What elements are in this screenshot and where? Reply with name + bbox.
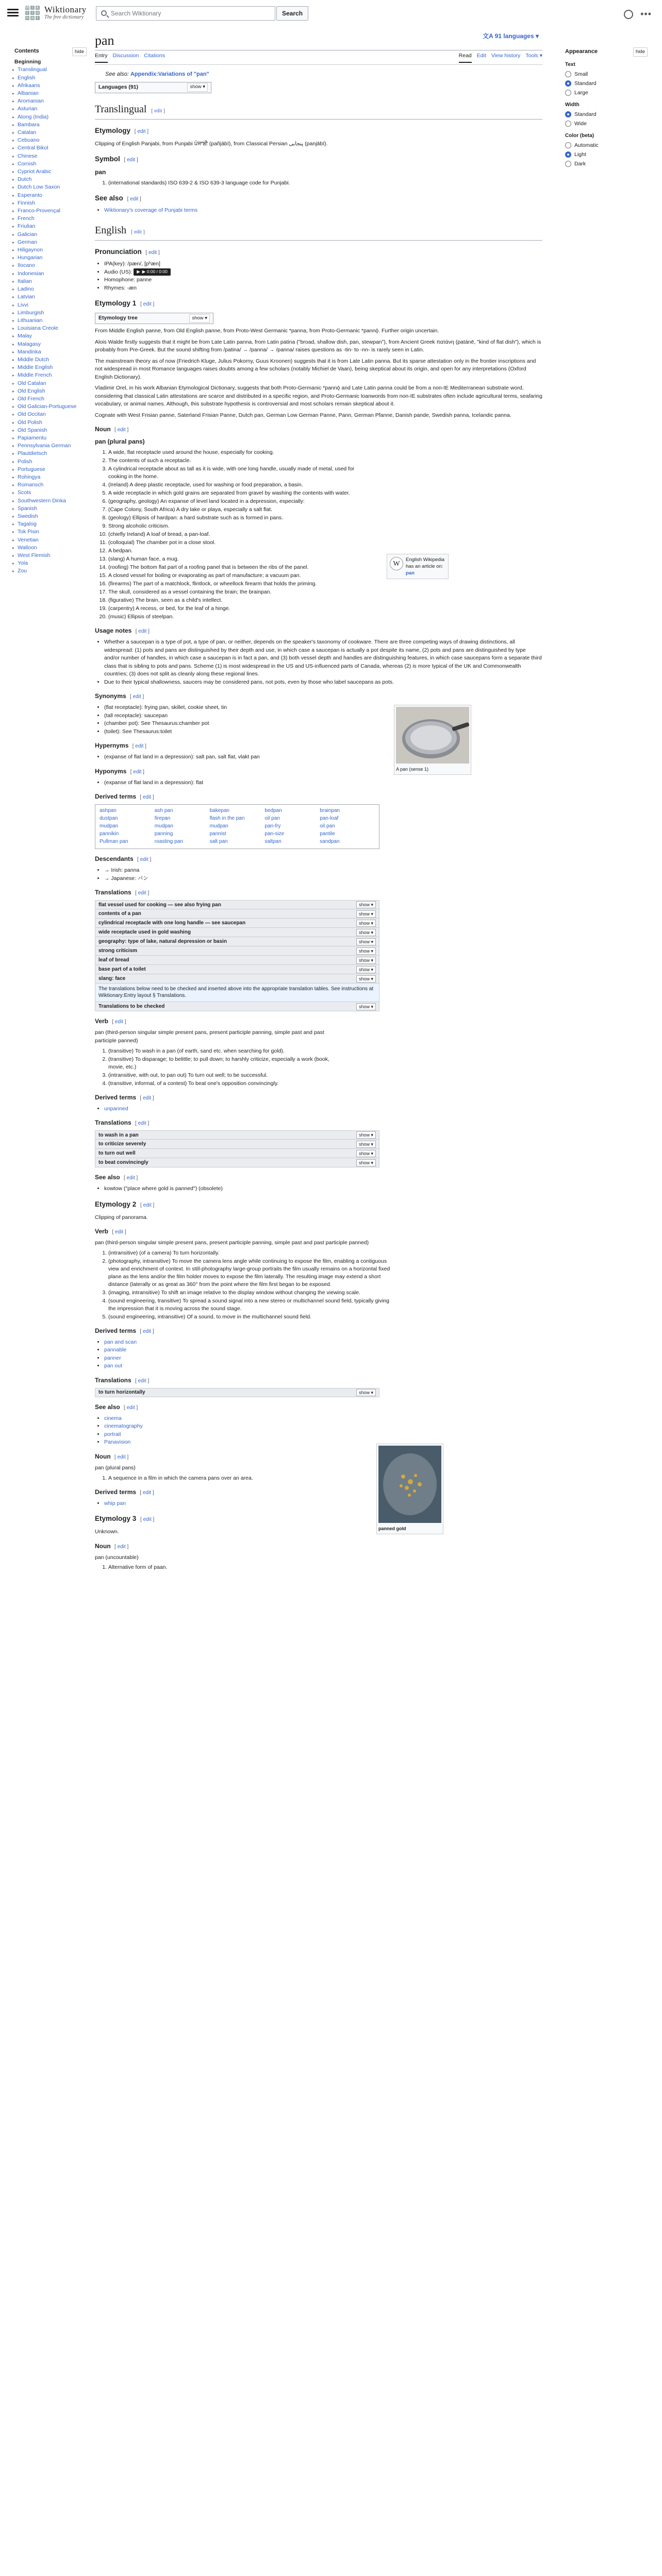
heading-translations: Translations [ edit ] bbox=[95, 889, 150, 896]
definition: 1. (international standards) ISO 639-2 & ISO 639-3 language code for Punjabi. bbox=[108, 179, 542, 187]
derived-term[interactable]: oil pan bbox=[320, 823, 335, 829]
headword: pan (third-person singular simple present pans, present participle panning, simple past and past participle panned) bbox=[95, 1240, 369, 1246]
translations-note: The translations below need to be checked and inserted above into the appropriate translation tables. See instructions at Wiktionary:Entry layout § Translations. bbox=[95, 984, 379, 1002]
definition: 2. The contents of such a receptacle. bbox=[108, 457, 356, 465]
hypernym: • (expanse of flat land in a depression): salt pan, salt flat, vlakt pan bbox=[104, 753, 542, 761]
etymology-text: Unknown. bbox=[95, 1529, 119, 1535]
section-translingual: Translingual [ edit ] bbox=[95, 103, 542, 120]
toc-item[interactable]: ▸ Old Catalan bbox=[14, 380, 87, 387]
toc-item[interactable]: ▸ Rohingya bbox=[14, 473, 87, 481]
site-logo[interactable] bbox=[24, 4, 87, 22]
tab-tools[interactable]: Tools ▾ bbox=[525, 53, 542, 59]
main-content bbox=[95, 30, 542, 1572]
headword: pan bbox=[95, 168, 106, 176]
heading-descendants: Descendants [ edit ] bbox=[95, 855, 152, 862]
definition: 2. (transitive) To disparage; to belittle; to pull down; to harshly criticize, especially a work (book, movie, etc.) bbox=[108, 1056, 345, 1071]
heading-etymology-2: Etymology 2 [ edit ] bbox=[95, 1200, 155, 1208]
heading-etymology-1: Etymology 1 [ edit ] bbox=[95, 299, 155, 308]
edit-link[interactable]: edit bbox=[130, 196, 139, 202]
toc-item[interactable]: ▸ Malagasy bbox=[14, 341, 87, 348]
derived-term[interactable]: bakepan bbox=[209, 808, 229, 814]
heading-pronunciation: Pronunciation [ edit ] bbox=[95, 248, 160, 256]
edit-link[interactable]: edit bbox=[117, 427, 126, 433]
edit-link[interactable]: edit bbox=[143, 1517, 152, 1522]
edit-link[interactable]: edit bbox=[134, 229, 142, 235]
definition: 14. (roofing) The bottom flat part of a roofing panel that is between the ribs of the panel. bbox=[108, 564, 356, 571]
toc-beginning[interactable]: Beginning bbox=[14, 59, 41, 65]
see-also-hatnote: See also: Appendix:Variations of "pan" bbox=[105, 71, 209, 77]
toc-item[interactable]: ▸ Dutch Low Saxon bbox=[14, 183, 87, 191]
gold-image-box bbox=[376, 1444, 443, 1534]
derived-term[interactable]: sandpan bbox=[320, 839, 340, 844]
derived-term[interactable]: salt pan bbox=[209, 839, 228, 844]
more-icon[interactable]: ••• bbox=[640, 9, 652, 19]
appearance-panel bbox=[565, 47, 648, 168]
text-size-option[interactable]: Small bbox=[565, 70, 648, 78]
headword: pan (plural pans) bbox=[95, 438, 145, 446]
edit-link[interactable]: edit bbox=[140, 857, 148, 862]
wikipedia-link[interactable]: pan bbox=[406, 570, 415, 576]
translation-table[interactable]: flat vessel used for cooking — see also frying pan show ▾ bbox=[95, 900, 379, 909]
toc-item[interactable]: ▸ Swedish bbox=[14, 513, 87, 520]
translation-table[interactable]: strong criticism show ▾ bbox=[95, 946, 379, 956]
pan-photo[interactable] bbox=[396, 707, 469, 764]
pron-ipa: • IPA(key): /pæn/, [pʰæn] bbox=[104, 260, 383, 268]
page-title: pan bbox=[95, 33, 114, 48]
toc-item[interactable]: ▸ Middle French bbox=[14, 371, 87, 379]
definition: 7. (Cape Colony, South Africa) A dry lake or playa, especially a salt flat. bbox=[108, 506, 356, 514]
toc-item[interactable]: ▸ Old Spanish bbox=[14, 427, 87, 434]
see-also-item[interactable]: cinema bbox=[104, 1415, 122, 1421]
language-button[interactable]: 文A 91 languages ▾ bbox=[483, 32, 539, 40]
usage-note: • Whether a saucepan is a type of pot, a type of pan, or neither, depends on the speaker's taxonomy of cookware. There are three competing ways of drawing distinctions, all widespread: (1) pots and pans are distinguished by their depth and use, in which case a saucepan is actually a pot despite its name, (2) pots and pans are distinguished by type and/or number of handles, in which case a saucepan is in fact a pan, and (3) both vessel depth and handles are distinguishing features, in which case saucepans form a separate third class that is sibling to pots and pans. Scheme (1) is most widespread in the US and US-influenced parts of Canada, whereas (2) is more typical of the UK and Commonwealth countries; (3) does not split as cleanly along these regional lines. bbox=[104, 638, 542, 679]
usage-note: • Due to their typical shallowness, saucers may be considered pans, not pots, even by those who label saucepans as pots. bbox=[104, 679, 542, 687]
text-size-label: Text bbox=[565, 62, 575, 67]
derived-term[interactable]: unpanned bbox=[104, 1105, 128, 1112]
toc-item[interactable]: ▸ Finnish bbox=[14, 199, 87, 207]
toc-item[interactable]: ▸ Old Galician-Portuguese bbox=[14, 403, 87, 411]
edit-link[interactable]: edit bbox=[114, 1019, 124, 1025]
derived-term[interactable]: pannikin bbox=[100, 831, 119, 837]
toc-item[interactable]: ▸ Hiligaynon bbox=[14, 246, 87, 254]
heading-derived-terms: Derived terms [ edit ] bbox=[95, 1093, 154, 1101]
etymology-paragraph: Vladimir Orel, in his work Albanian Etymological Dictionary, suggests that both Proto-Germanic *pannǭ and Late Latin panna could be from a non-IE Mediterranean substrate word, considering that classical Latin attestations are scarce and distributed in a specific region, and Proto-Germanic loanwords from non-IE substrates often include agricultural terms, seafaring vocabulary, or animal names. Although, this substrate hypothesis is controversial and most scholars remain skeptical about it. bbox=[95, 385, 542, 408]
toc-item[interactable]: ▸ Middle English bbox=[14, 364, 87, 371]
synonym: • (toilet): See Thesaurus:toilet bbox=[104, 728, 542, 736]
toc-sidebar bbox=[14, 47, 87, 575]
toc-item[interactable]: ▸ Walloon bbox=[14, 544, 87, 552]
etymology-tree-show[interactable]: show ▾ bbox=[189, 314, 210, 323]
derived-term[interactable]: pantile bbox=[320, 831, 335, 837]
heading-verb: Verb [ edit ] bbox=[95, 1228, 126, 1235]
width-option[interactable]: Wide bbox=[565, 120, 648, 128]
definition: 5. A wide receptacle in which gold grains are separated from gravel by washing the contents with water. bbox=[108, 489, 356, 497]
heading-verb: Verb [ edit ] bbox=[95, 1018, 126, 1025]
toc-item[interactable]: ▸ Romansch bbox=[14, 481, 87, 489]
color-option[interactable]: Automatic bbox=[565, 141, 648, 149]
search-input[interactable]: Search Wiktionary bbox=[96, 6, 275, 21]
toc-item[interactable]: ▸ Italian bbox=[14, 278, 87, 285]
tab-entry[interactable]: Entry bbox=[95, 52, 108, 63]
hyponym: • (expanse of flat land in a depression): flat bbox=[104, 779, 542, 787]
heading-translations: Translations [ edit ] bbox=[95, 1119, 150, 1126]
edit-link[interactable]: edit bbox=[117, 1544, 126, 1550]
translation-table[interactable]: wide receptacle used in gold washing show ▾ bbox=[95, 928, 379, 937]
synonym: • (chamber pot): See Thesaurus:chamber pot bbox=[104, 720, 542, 728]
translation-table[interactable]: Translations to be checked show ▾ bbox=[95, 1002, 379, 1011]
toc-item[interactable]: ▸ Mandinka bbox=[14, 348, 87, 356]
translation-table[interactable]: base part of a toilet show ▾ bbox=[95, 965, 379, 974]
edit-link[interactable]: edit bbox=[143, 1202, 152, 1208]
definition: 2. (photography, intransitive) To move the camera lens angle while continuing to expose the film, enabling a contiguous view and enrichment of context. In still-photography large-group portraits the film usually remains on a horizontal fixed plane as the lens and/or the film holder moves to expose the film laterally. The resulting image may extend a short distance (laterally or as great as 360° from the point where the film first began to be exposed. bbox=[108, 1258, 397, 1289]
derived-term[interactable]: bedpan bbox=[264, 808, 282, 814]
edit-link[interactable]: edit bbox=[127, 157, 136, 163]
radio-icon[interactable] bbox=[565, 151, 571, 158]
derived-term[interactable]: pan and scan bbox=[104, 1338, 137, 1345]
edit-link[interactable]: edit bbox=[142, 1489, 152, 1496]
tab-citations[interactable]: Citations bbox=[144, 53, 166, 59]
heading-hypernyms: Hypernyms [ edit ] bbox=[95, 742, 146, 749]
toc-item[interactable]: ▸ Atong (India) bbox=[14, 113, 87, 121]
edit-link[interactable]: edit bbox=[126, 1404, 135, 1411]
edit-link[interactable]: edit bbox=[148, 250, 157, 256]
definition: 12. A bedpan. bbox=[108, 547, 356, 555]
derived-term[interactable]: roasting pan bbox=[154, 839, 183, 844]
translation-table[interactable]: slang: face show ▾ bbox=[95, 974, 379, 984]
see-also-item[interactable]: Wiktionary's coverage of Punjabi terms bbox=[104, 207, 198, 213]
derived-term[interactable]: mudpan bbox=[154, 823, 173, 829]
toc-item[interactable]: ▸ Tagalog bbox=[14, 520, 87, 528]
toc-item[interactable]: ▸ Latvian bbox=[14, 293, 87, 301]
etymology-text: Clipping of English Panjabi, from Punjabi ਪੰਜਾਬੀ (pañjābī), from Classical Persian پنجابی (panjābī). bbox=[95, 140, 328, 147]
derived-term[interactable]: pannist bbox=[209, 831, 226, 837]
languages-box: Languages (91) show ▾ bbox=[95, 82, 211, 93]
edit-link[interactable]: edit bbox=[135, 743, 144, 749]
site-name: Wiktionary bbox=[44, 5, 87, 14]
toc-item[interactable]: ▸ Zou bbox=[14, 567, 87, 575]
definition: 1. A wide, flat receptacle used around the house, especially for cooking. bbox=[108, 449, 356, 456]
toc-item[interactable]: ▸ French bbox=[14, 215, 87, 223]
color-option[interactable]: Dark bbox=[565, 160, 648, 168]
languages-show-button[interactable]: show ▾ bbox=[187, 83, 208, 91]
heading-usage-notes: Usage notes [ edit ] bbox=[95, 627, 150, 634]
radio-icon[interactable] bbox=[565, 161, 571, 167]
toc-item[interactable]: ▸ Lithuanian bbox=[14, 317, 87, 325]
etymology-paragraph: From Middle English panne, from Old English panne, from Proto-West Germanic *panna, from Proto-Germanic *pannǭ. Further origin uncertain. bbox=[95, 328, 439, 334]
color-label: Color (beta) bbox=[565, 133, 594, 139]
toc-item[interactable]: ▸ German bbox=[14, 239, 87, 246]
heading-see-also: See also [ edit ] bbox=[95, 1403, 138, 1411]
pan-image-caption: A pan (sense 1) bbox=[396, 766, 429, 772]
heading-hyponyms: Hyponyms [ edit ] bbox=[95, 767, 144, 775]
definition: 15. A closed vessel for boiling or evaporating as part of manufacture; a vacuum pan. bbox=[108, 572, 356, 580]
appearance-title: Appearance bbox=[565, 48, 598, 55]
etymology-tree-box: Etymology tree show ▾ bbox=[95, 313, 213, 324]
toc-item[interactable]: ▸ Venetian bbox=[14, 536, 87, 544]
edit-link[interactable]: edit bbox=[133, 694, 141, 700]
see-also-item[interactable]: Panavision bbox=[104, 1439, 131, 1446]
toc-item[interactable]: ▸ Tok Pisin bbox=[14, 528, 87, 536]
derived-term[interactable]: whip pan bbox=[104, 1500, 126, 1506]
derived-term[interactable]: ashpan bbox=[100, 808, 117, 814]
edit-link[interactable]: edit bbox=[138, 890, 146, 896]
toc-item[interactable]: ▸ Polish bbox=[14, 458, 87, 466]
derived-term[interactable]: brainpan bbox=[320, 808, 340, 814]
derived-term[interactable]: dustpan bbox=[100, 816, 118, 821]
toc-item[interactable]: ▸ Cornish bbox=[14, 160, 87, 168]
toc-item[interactable]: ▸ Louisiana Creole bbox=[14, 325, 87, 332]
definition: 5. (sound engineering, intransitive) Of a sound, to move in the multichannel sound field. bbox=[108, 1313, 397, 1321]
definition: 4. (Ireland) A deep plastic receptacle, used for washing or food preparation, a basin. bbox=[108, 481, 356, 489]
toc-item[interactable]: ▸ Malay bbox=[14, 332, 87, 340]
toc-item[interactable]: ▸ Central Bikol bbox=[14, 144, 87, 152]
radio-icon[interactable] bbox=[565, 90, 571, 96]
heading-derived-terms: Derived terms [ edit ] bbox=[95, 1327, 154, 1334]
site-tagline: The free dictionary bbox=[44, 14, 84, 20]
toc-item[interactable]: ▸ Old French bbox=[14, 395, 87, 403]
edit-link[interactable]: edit bbox=[138, 1121, 146, 1126]
width-label: Width bbox=[565, 102, 580, 108]
toc-item[interactable]: ▸ Esperanto bbox=[14, 192, 87, 199]
heading-synonyms: Synonyms [ edit ] bbox=[95, 692, 144, 700]
pron-rhymes: • Rhymes: -æn bbox=[104, 284, 383, 293]
edit-link[interactable]: edit bbox=[138, 629, 147, 634]
descendant: • → Japanese: パン bbox=[104, 875, 542, 883]
heading-translations: Translations [ edit ] bbox=[95, 1376, 150, 1384]
heading-symbol: Symbol [ edit ] bbox=[95, 155, 138, 163]
toc-item[interactable]: ▸ Afrikaans bbox=[14, 82, 87, 90]
toc-item[interactable]: ▸ Papiamentu bbox=[14, 434, 87, 442]
toc-item[interactable]: ▸ Friulian bbox=[14, 223, 87, 230]
translation-table[interactable]: leaf of bread show ▾ bbox=[95, 956, 379, 965]
toc-item[interactable]: ▸ Plautdietsch bbox=[14, 450, 87, 457]
toc-item[interactable]: ▸ West Flemish bbox=[14, 552, 87, 560]
toc-item[interactable]: ▸ Ladino bbox=[14, 285, 87, 293]
radio-icon[interactable] bbox=[565, 121, 571, 127]
section-english: English [ edit ] bbox=[95, 224, 542, 241]
derived-term[interactable]: pan-size bbox=[264, 831, 285, 837]
derived-term[interactable]: pannable bbox=[104, 1347, 127, 1353]
gold-photo[interactable] bbox=[378, 1446, 441, 1523]
derived-term[interactable]: mudpan bbox=[209, 823, 228, 829]
heading-derived-terms: Derived terms [ edit ] bbox=[95, 1488, 154, 1496]
radio-icon[interactable] bbox=[565, 71, 571, 77]
text-size-option[interactable]: Large bbox=[565, 89, 648, 97]
toc-item[interactable]: ▸ Galician bbox=[14, 231, 87, 239]
toc-item[interactable]: ▸ Limburgish bbox=[14, 309, 87, 317]
derived-term[interactable]: panner bbox=[104, 1354, 121, 1361]
radio-icon[interactable] bbox=[565, 142, 571, 148]
derived-term[interactable]: oil pan bbox=[264, 816, 280, 821]
translation-table[interactable]: to turn out well show ▾ bbox=[95, 1149, 379, 1158]
wikipedia-box: W English Wikipedia has an article on: pan bbox=[387, 554, 449, 579]
gold-image-caption: panned gold bbox=[378, 1526, 406, 1531]
tab-read[interactable]: Read bbox=[459, 52, 472, 63]
width-option[interactable]: Standard bbox=[565, 110, 648, 118]
derived-term[interactable]: panning bbox=[154, 831, 173, 837]
definition: 4. (transitive, informal, of a contest) To beat one's opposition convincingly. bbox=[108, 1080, 345, 1088]
toc-item[interactable]: ▸ Cebuano bbox=[14, 137, 87, 144]
definition: 6. (geography, geology) An expanse of level land located in a depression, especially: bbox=[108, 498, 356, 505]
translation-table[interactable]: to beat convincingly show ▾ bbox=[95, 1158, 379, 1167]
pron-audio: • Audio (US): ▶ ▶ 0:00 / 0:00 bbox=[104, 268, 383, 277]
toc-item[interactable]: ▸ Dutch bbox=[14, 176, 87, 183]
headword: pan (plural pans) bbox=[95, 1464, 136, 1471]
definition: 16. (firearms) The part of a matchlock, flintlock, or wheellock firearm that holds the priming. bbox=[108, 580, 356, 588]
descendant: • → Irish: panna bbox=[104, 867, 542, 875]
translation-table[interactable]: contents of a pan show ▾ bbox=[95, 909, 379, 919]
toc-item[interactable]: ▸ Pennsylvania German bbox=[14, 442, 87, 450]
translation-table[interactable]: geography: type of lake, natural depression or basin show ▾ bbox=[95, 937, 379, 946]
edit-link[interactable]: edit bbox=[142, 794, 152, 800]
definition: 3. (intransitive, with out, to pan out) To turn out well; to be successful. bbox=[108, 1072, 345, 1079]
toc-item[interactable]: ▸ Catalan bbox=[14, 129, 87, 137]
toc-item[interactable]: ▸ Spanish bbox=[14, 505, 87, 513]
headword: pan (third-person singular simple present pans, present participle panning, simple past and past participle panned) bbox=[95, 1029, 324, 1044]
toc-item[interactable]: ▸ Old English bbox=[14, 387, 87, 395]
toc-title: Contents bbox=[14, 48, 39, 54]
pron-homophone: • Homophone: panne bbox=[104, 276, 383, 284]
wiktionary-logo-icon: W i k t i o n a r bbox=[25, 5, 39, 20]
derived-term[interactable]: mudpan bbox=[100, 823, 119, 829]
toc-item[interactable]: ▸ Ilocano bbox=[14, 262, 87, 269]
audio-player[interactable]: ▶ ▶ 0:00 / 0:00 bbox=[134, 268, 171, 276]
definition: 1. A sequence in a film in which the camera pans over an area. bbox=[108, 1475, 542, 1482]
definition: 4. (sound engineering, transitive) To spread a sound signal into a new stereo or multichannel sound field, typically giving the impression that it is moving across the sound stage. bbox=[108, 1297, 397, 1313]
toc-item[interactable]: ▸ Yola bbox=[14, 560, 87, 567]
toc-item[interactable]: ▸ English bbox=[14, 74, 87, 82]
definition: 9. Strong alcoholic criticism. bbox=[108, 522, 356, 530]
derived-term[interactable]: saltpan bbox=[264, 839, 282, 844]
translation-table[interactable]: cylindrical receptacle with one long handle — see saucepan show ▾ bbox=[95, 919, 379, 928]
definition: 13. (slang) A human face, a mug. bbox=[108, 555, 356, 563]
toc-item[interactable]: ▸ Old Polish bbox=[14, 419, 87, 427]
edit-link[interactable]: edit bbox=[117, 1454, 126, 1460]
toc-item[interactable]: ▸ Southwestern Dinka bbox=[14, 497, 87, 505]
toc-item[interactable]: ▸ Indonesian bbox=[14, 270, 87, 278]
definition: 11. (colloquial) The chamber pot in a close stool. bbox=[108, 539, 356, 547]
derived-term[interactable]: pan-loaf bbox=[320, 816, 339, 821]
menu-icon[interactable] bbox=[7, 7, 19, 19]
toc-item[interactable]: ▸ Bambara bbox=[14, 121, 87, 129]
toc-item[interactable]: ▸ Cypriot Arabic bbox=[14, 168, 87, 176]
heading-see-also: See also [ edit ] bbox=[95, 194, 141, 202]
header bbox=[0, 0, 662, 27]
synonym: • (flat receptacle): frying pan, skillet, cookie sheet, tin bbox=[104, 704, 542, 712]
synonym: • (tall receptacle): saucepan bbox=[104, 712, 542, 720]
edit-link[interactable]: edit bbox=[133, 769, 142, 775]
appearance-hide-button[interactable]: hide bbox=[633, 47, 648, 57]
headword: pan (uncountable) bbox=[95, 1554, 139, 1561]
translation-table[interactable]: to turn horizontally show ▾ bbox=[95, 1388, 379, 1397]
derived-term[interactable]: ash pan bbox=[154, 808, 173, 814]
play-icon: ▶ bbox=[137, 269, 140, 275]
see-also-item[interactable]: portrait bbox=[104, 1431, 121, 1437]
etymology-paragraph: Cognate with West Frisian panne, Saterland Frisian Panne, Dutch pan, German Low German Panne, Pann, German Pfanne, Danish pande, Swedish panna, Icelandic panna. bbox=[95, 412, 511, 418]
etymology-paragraph: The mainstream theory as of now (Friedrich Kluge, Julius Pokorny, Guus Kroonen) suggests that it is from Late Latin panna. But its sparse attestation only in the frontier inscriptions and not widespread in most Romance languages raises doubts among a few scholars (notably Michiel de Vaan), being skeptical about its origin, and open for any interpretations (Oxford English Dictionary). bbox=[95, 358, 536, 380]
tab-discussion[interactable]: Discussion bbox=[112, 53, 139, 59]
wikipedia-logo-icon: W bbox=[390, 557, 403, 570]
edit-link[interactable]: edit bbox=[142, 1328, 152, 1334]
search-icon bbox=[101, 10, 107, 16]
etymology-text: Clipping of panorama. bbox=[95, 1214, 148, 1221]
edit-link[interactable]: edit bbox=[137, 128, 146, 134]
heading-derived-terms: Derived terms [ edit ] bbox=[95, 793, 154, 800]
toc-item[interactable]: ▸ Livvi bbox=[14, 301, 87, 309]
see-also-item[interactable]: cinematography bbox=[104, 1423, 143, 1430]
heading-etymology-3: Etymology 3 [ edit ] bbox=[95, 1515, 155, 1522]
radio-icon[interactable] bbox=[565, 80, 571, 87]
text-size-option[interactable]: Standard bbox=[565, 79, 648, 88]
translation-table[interactable]: to wash in a pan show ▾ bbox=[95, 1130, 379, 1140]
derived-terms-box bbox=[95, 804, 379, 849]
heading-etymology: Etymology [ edit ] bbox=[95, 126, 149, 134]
definition: 19. (carpentry) A recess, or bed, for the leaf of a hinge. bbox=[108, 605, 356, 613]
see-also-link[interactable]: Appendix:Variations of "pan" bbox=[130, 71, 209, 77]
definition: 8. (geology) Ellipsis of hardpan: a hard substrate such as is formed in pans. bbox=[108, 514, 356, 522]
toc-item[interactable]: ▸ Old Occitan bbox=[14, 411, 87, 418]
radio-icon[interactable] bbox=[565, 111, 571, 117]
search-button[interactable]: Search bbox=[276, 6, 308, 21]
definition: 17. The skull, considered as a vessel containing the brain; the brainpan. bbox=[108, 588, 356, 596]
translation-table[interactable]: to criticize severely show ▾ bbox=[95, 1140, 379, 1149]
definition: 18. (figurative) The brain, seen as a child's intellect. bbox=[108, 597, 356, 604]
heading-noun: Noun [ edit ] bbox=[95, 1542, 129, 1550]
tab-view-history[interactable]: View history bbox=[491, 53, 521, 59]
toc-hide-button[interactable]: hide bbox=[72, 47, 87, 56]
definition: 20. (music) Ellipsis of steelpan. bbox=[108, 613, 356, 621]
toc-item[interactable]: ▸ Franco-Provençal bbox=[14, 207, 87, 215]
derived-term[interactable]: flash in the pan bbox=[209, 816, 245, 821]
etymology-paragraph: Alois Walde firstly suggests that it might be from Late Latin panna, from Latin patina ("broad, shallow dish, pan, stewpan"), from Ancient Greek πατάνη (patánē, "kind of flat dish"), which is probably from Pre-Greek. But the sound shifting from /patina/ → /panna/ → /panna/ raises questions as -tin- to -nn- is rarely seen in Latin. bbox=[95, 338, 541, 353]
user-icon[interactable] bbox=[624, 10, 633, 19]
edit-link[interactable]: edit bbox=[154, 108, 162, 114]
definition: 1. (transitive) To wash in a pan (of earth, sand etc. when searching for gold). bbox=[108, 1047, 345, 1055]
definition: 10. (chiefly Ireland) A loaf of bread, a pan-loaf. bbox=[108, 531, 356, 538]
edit-link[interactable]: edit bbox=[138, 1378, 146, 1384]
see-also-item: • kowtow ("place where gold is panned") (obsolete) bbox=[104, 1185, 542, 1193]
definition: 1. (intransitive) (of a camera) To turn horizontally. bbox=[108, 1249, 397, 1257]
derived-term[interactable]: firepan bbox=[154, 816, 171, 821]
heading-see-also: See also [ edit ] bbox=[95, 1174, 138, 1181]
tab-edit[interactable]: Edit bbox=[476, 53, 486, 59]
toc-item[interactable]: ▸ Hungarian bbox=[14, 254, 87, 262]
definition: 3. (imaging, intransitive) To shift an image relative to the display window without changing the viewing scale. bbox=[108, 1289, 397, 1297]
heading-noun: Noun [ edit ] bbox=[95, 426, 129, 433]
toc-item[interactable]: ▸ Albanian bbox=[14, 90, 87, 97]
heading-noun: Noun [ edit ] bbox=[95, 1452, 129, 1460]
toc-item[interactable]: ▸ Translingual bbox=[14, 66, 87, 74]
derived-term[interactable]: Pullman pan bbox=[100, 839, 128, 844]
edit-link[interactable]: edit bbox=[126, 1175, 135, 1181]
definition: 3. A cylindrical receptacle about as tall as it is wide, with one long handle, usually made of metal, used for cooking in the home. bbox=[108, 465, 356, 481]
derived-term[interactable]: pan out bbox=[104, 1363, 123, 1369]
definition: 1. Alternative form of paan. bbox=[108, 1564, 542, 1571]
pan-image-box bbox=[394, 705, 471, 775]
color-option[interactable]: Light bbox=[565, 150, 648, 159]
derived-term[interactable]: pan-fry bbox=[264, 823, 281, 829]
edit-link[interactable]: edit bbox=[114, 1229, 124, 1235]
toc-item[interactable]: ▸ Aromanian bbox=[14, 97, 87, 105]
edit-link[interactable]: edit bbox=[142, 1095, 152, 1101]
toc-item[interactable]: ▸ Scots bbox=[14, 489, 87, 497]
toc-item[interactable]: ▸ Middle Dutch bbox=[14, 356, 87, 364]
toc-item[interactable]: ▸ Chinese bbox=[14, 152, 87, 160]
toc-item[interactable]: ▸ Portuguese bbox=[14, 466, 87, 473]
toc-item[interactable]: ▸ Asturian bbox=[14, 105, 87, 113]
edit-link[interactable]: edit bbox=[143, 301, 152, 308]
